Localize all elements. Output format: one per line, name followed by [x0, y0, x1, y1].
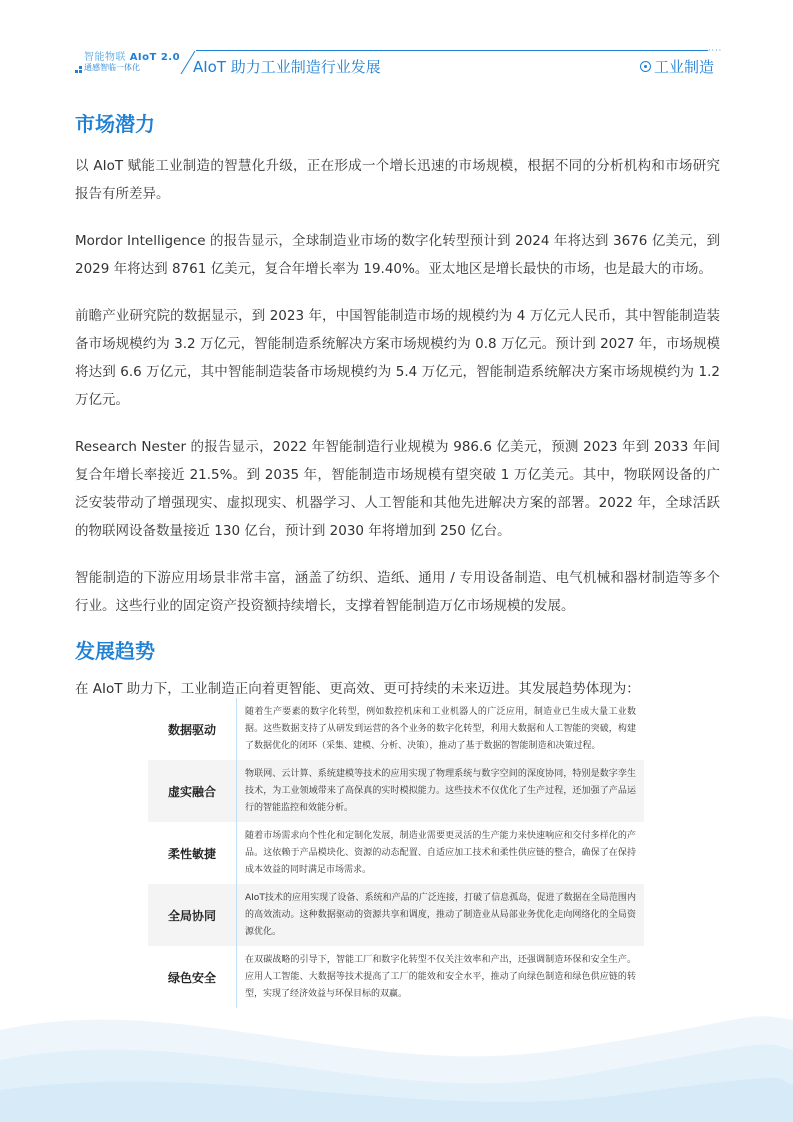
logo-tagline: 通感智临一体化 [84, 63, 140, 72]
target-icon [640, 61, 651, 72]
market-heading: 市场潜力 [75, 112, 155, 136]
trend-label: 全局协同 [148, 884, 236, 946]
trends-table [148, 698, 644, 1008]
logo-prefix: 智能物联 [84, 52, 126, 63]
brand-logo [84, 48, 184, 78]
footer-wave-decoration [0, 990, 793, 1122]
trends-intro: 在 AIoT 助力下，工业制造正向着更智能、更高效、更可持续的未来迈进。其发展趋势体现为： [75, 681, 640, 697]
trend-desc: 物联网、云计算、系统建模等技术的应用实现了物理系统与数字空间的深度协同，特别是数字孪生技术，为工业领域带来了高保真的实时模拟能力。这些技术不仅优化了生产过程，还加强了产品运行的智能监控和效能分析。 [236, 760, 644, 822]
main-content [75, 110, 720, 715]
trend-label: 虚实融合 [148, 760, 236, 822]
logo-brand: AIoT 2.0 [129, 52, 181, 63]
trend-desc: AIoT技术的应用实现了设备、系统和产品的广泛连接，打破了信息孤岛，促进了数据在全局范围内的高效流动。这种数据驱动的资源共享和调度，推动了制造业从局部业务优化走向网络化的全局资源优化。 [236, 884, 644, 946]
trend-row-virtual-real [148, 760, 644, 822]
trend-row-data-driven [148, 698, 644, 760]
trend-desc: 在双碳战略的引导下，智能工厂和数字化转型不仅关注效率和产出，还强调制造环保和安全生产。应用人工智能、大数据等技术提高了工厂的能效和安全水平，推动了向绿色制造和绿色供应链的转型，实现了经济效益与环保目标的双赢。 [236, 946, 644, 1008]
page-header [0, 0, 793, 90]
trend-label: 数据驱动 [167, 722, 216, 737]
trend-desc: 随着生产要素的数字化转型，例如数控机床和工业机器人的广泛应用，制造业已生成大量工业数据。这些数据支持了从研发到运营的各个业务的数字化转型，利用大数据和人工智能的突破，构建了数据优化的闭环（采集、建模、分析、决策），推动了基于数据的智能制造和决策过程。 [236, 698, 644, 760]
dots-logo-icon [75, 66, 83, 74]
header-rule [196, 50, 708, 51]
trend-desc: 随着市场需求向个性化和定制化发展，制造业需要更灵活的生产能力来快速响应和交付多样化的产品。这依赖于产品模块化、资源的动态配置、自适应加工技术和柔性供应链的整合，确保了在保持成本效益的同时满足市场需求。 [236, 822, 644, 884]
trend-label: 柔性敏捷 [167, 846, 216, 861]
market-paragraph-3: 前瞻产业研究院的数据显示，到 2023 年，中国智能制造市场的规模约为 4 万亿元人民币，其中智能制造装备市场规模约为 3.2 万亿元，智能制造系统解决方案市场规模约为 0.8 万亿元。预计到 2027 年，市场规模将达到 6.6 万亿元，其中智能制造装备市场规模约为 5.4 万亿元，智能制造系统解决方案市场规模约为 1.2 万亿元。 [75, 308, 720, 408]
market-paragraph-4: Research Nester 的报告显示，2022 年智能制造行业规模为 986.6 亿美元，预测 2023 年到 2033 年间复合年增长率接近 21.5%。到 2035 年，智能制造市场规模有望突破 1 万亿美元。其中，物联网设备的广泛安装带动了增强现实、虚拟现实、机器学习、人工智能和其他先进解决方案的部署。2022 年，全球活跃的物联网设备数量接近 130 亿台，预计到 2030 年将增加到 250 亿台。 [75, 439, 720, 539]
market-paragraph-1: 以 AIoT 赋能工业制造的智慧化升级，正在形成一个增长迅速的市场规模，根据不同的分析机构和市场研究报告有所差异。 [75, 158, 720, 202]
section-label [640, 56, 714, 77]
market-paragraph-2: Mordor Intelligence 的报告显示，全球制造业市场的数字化转型预计到 2024 年将达到 3676 亿美元，到 2029 年将达到 8761 亿美元，复合年增长率为 19.40%。亚太地区是增长最快的市场，也是最大的市场。 [75, 233, 720, 277]
trends-heading: 发展趋势 [75, 639, 155, 663]
section-label-text: 工业制造 [654, 58, 715, 76]
trend-row-global [148, 884, 644, 946]
header-rule-dots: ···· [708, 46, 723, 55]
market-paragraph-5: 智能制造的下游应用场景非常丰富，涵盖了纺织、造纸、通用 / 专用设备制造、电气机械和器材制造等多个行业。这些行业的固定资产投资额持续增长，支撑着智能制造万亿市场规模的发展。 [75, 570, 720, 614]
trend-row-flexible [148, 822, 644, 884]
report-title: AIoT 助力工业制造行业发展 [193, 58, 381, 76]
trend-label: 绿色安全 [167, 970, 216, 985]
